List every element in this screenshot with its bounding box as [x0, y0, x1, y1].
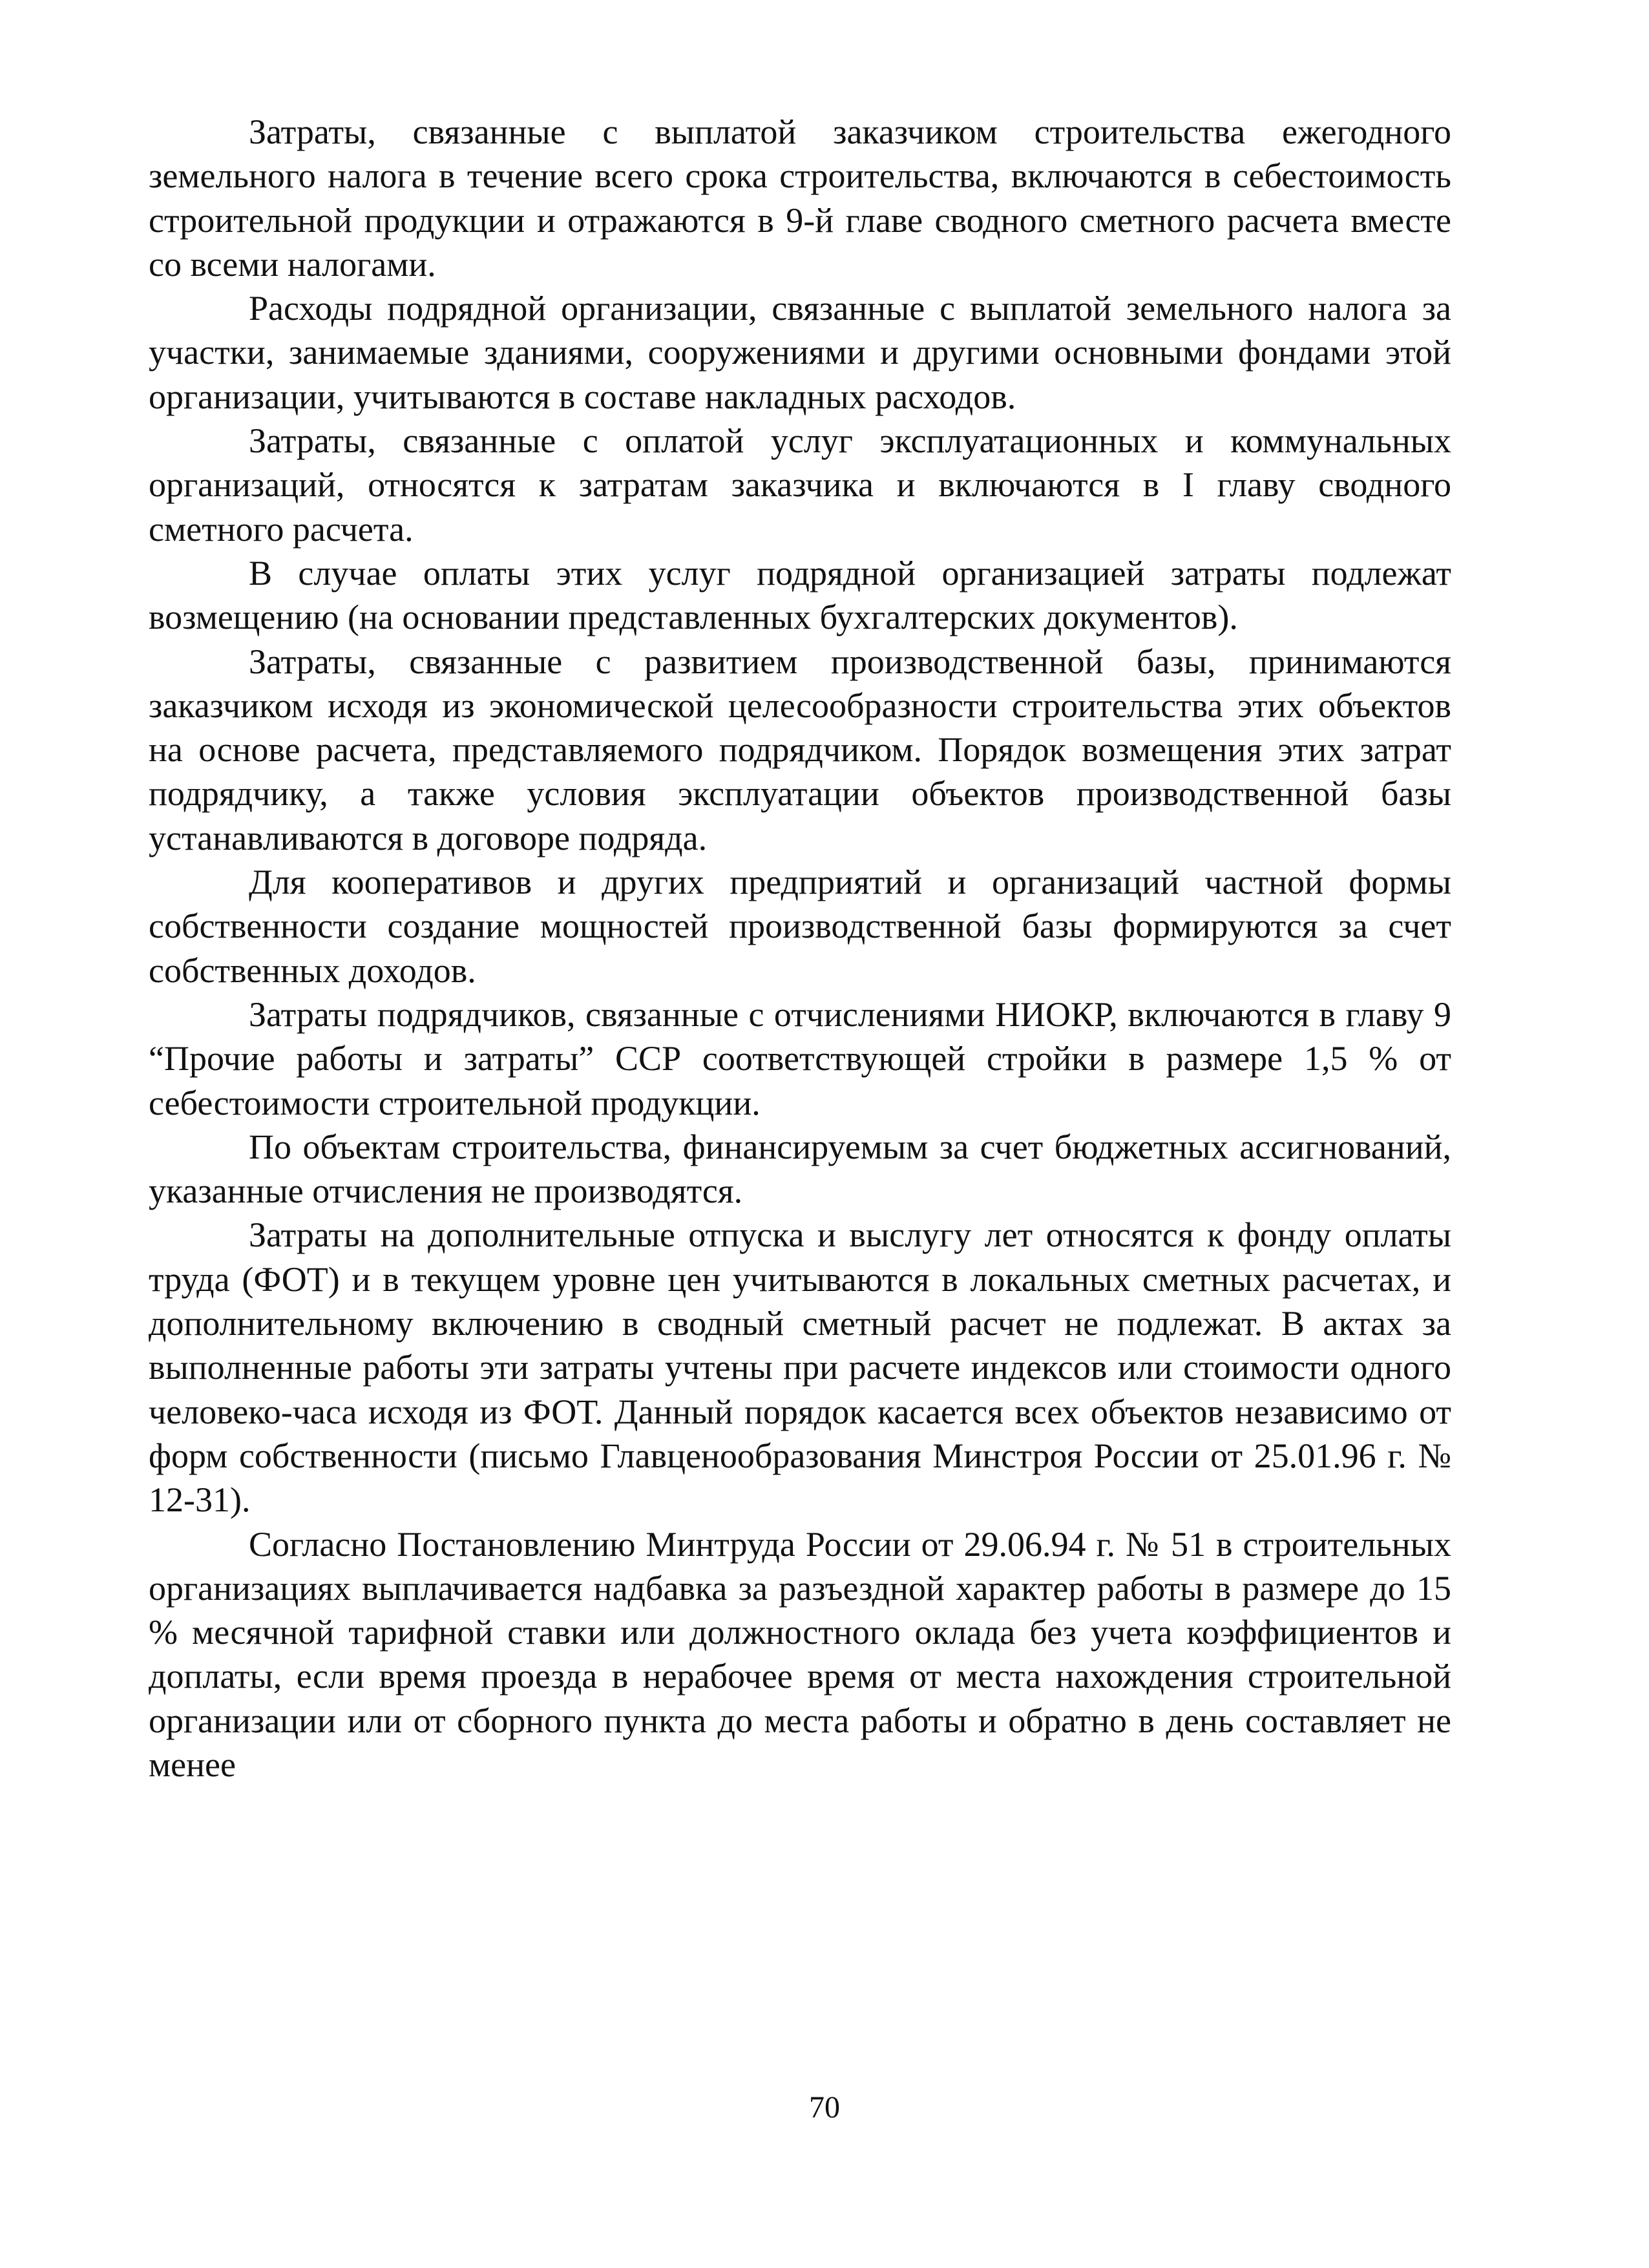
body-text — [149, 110, 1451, 1787]
paragraph-travel-allowance: Согласно Постановлению Минтруда России от 29.06.94 г. № 51 в строительных организациях выплачивается надбавка за разъездной характер работы в размере до 15 % месячной тарифной ставки или должностного оклада без учета коэффициентов и доплаты, если время проезда в нерабочее время от места нахождения строительной организации или от сборного пункта до места работы и обратно в день составляет не менее — [149, 1524, 1451, 1784]
page-number: 70 — [809, 2090, 840, 2125]
paragraph-budget-objects: По объектам строительства, финансируемым за счет бюджетных ассигнований, указанные отчисления не производятся. — [149, 1127, 1451, 1211]
paragraph-land-tax-contractor: Расходы подрядной организации, связанные с выплатой земельного налога за участки, занимаемые зданиями, сооружениями и другими основными фондами этой организации, учитываются в составе накладных расходов. — [149, 289, 1451, 416]
paragraph-services-reimbursement: В случае оплаты этих услуг подрядной организацией затраты подлежат возмещению (на основании представленных бухгалтерских документов). — [149, 553, 1451, 637]
paragraph-additional-leave: Затраты на дополнительные отпуска и выслугу лет относятся к фонду оплаты труда (ФОТ) и в текущем уровне цен учитываются в локальных сметных расчетах, и дополнительному включению в сводный сметный расчет не подлежат. В актах за выполненные работы эти затраты учтены при расчете индексов или стоимости одного человеко-часа исходя из ФОТ. Данный порядок касается всех объектов независимо от форм собственности (письмо Главценообразования Минстроя России от 25.01.96 г. № 12-31). — [149, 1215, 1451, 1520]
paragraph-production-base: Затраты, связанные с развитием производственной базы, принимаются заказчиком исходя из экономической целесообразности строительства этих объектов на основе расчета, представляемого подрядчиком. Порядок возмещения этих затрат подрядчику, а также условия эксплуатации объектов производственной базы устанавливаются в договоре подряда. — [149, 642, 1451, 857]
paragraph-utility-services: Затраты, связанные с оплатой услуг эксплуатационных и коммунальных организаций, относятся к затратам заказчика и включаются в I главу сводного сметного расчета. — [149, 421, 1451, 549]
paragraph-niokr-deductions: Затраты подрядчиков, связанные с отчислениями НИОКР, включаются в главу 9 “Прочие работы и затраты” ССР соответствующей стройки в размере 1,5 % от себестоимости строительной продукции. — [149, 994, 1451, 1122]
paragraph-land-tax-customer: Затраты, связанные с выплатой заказчиком строительства ежегодного земельного налога в течение всего срока строительства, включаются в себестоимость строительной продукции и отражаются в 9-й главе сводного сметного расчета вместе со всеми налогами. — [149, 112, 1451, 284]
paragraph-cooperatives: Для кооперативов и других предприятий и организаций частной формы собственности создание мощностей производственной базы формируются за счет собственных доходов. — [149, 863, 1451, 990]
